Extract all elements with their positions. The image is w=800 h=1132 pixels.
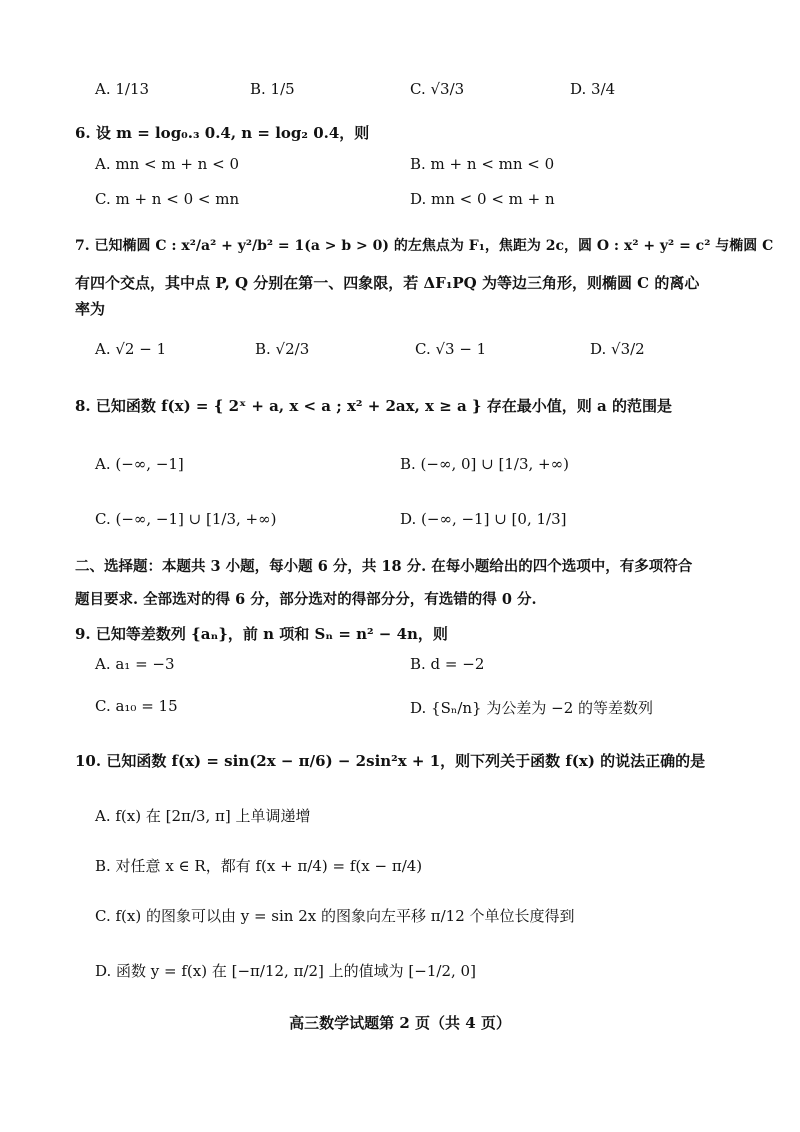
q8-option-b: B. (−∞, 0] ∪ [1/3, +∞) (400, 455, 569, 473)
q6-option-c: C. m + n < 0 < mn (95, 190, 240, 208)
q9-option-b: B. d = −2 (410, 655, 485, 673)
q7-option-a: A. √2 − 1 (95, 340, 167, 358)
q5-option-a: A. 1/13 (95, 80, 150, 98)
q7-stem-line1: 7. 已知椭圆 C : x²/a² + y²/b² = 1(a > b > 0) 的左焦点为 F₁，焦距为 2c，圆 O : x² + y² = c² 与椭圆 C (75, 238, 774, 254)
q7-stem-line3: 率为 (75, 300, 106, 318)
q10-stem: 10. 已知函数 f(x) = sin(2x − π/6) − 2sin²x + 1，则下列关于函数 f(x) 的说法正确的是 (75, 752, 706, 770)
q10-option-b: B. 对任意 x ∈ R，都有 f(x + π/4) = f(x − π/4) (95, 857, 423, 875)
q10-option-a: A. f(x) 在 [2π/3, π] 上单调递增 (95, 807, 311, 825)
q7-option-b: B. √2/3 (255, 340, 310, 358)
q10-option-c: C. f(x) 的图象可以由 y = sin 2x 的图象向左平移 π/12 个单位长度得到 (95, 907, 575, 925)
q8-option-d: D. (−∞, −1] ∪ [0, 1/3] (400, 510, 567, 528)
q9-option-a: A. a₁ = −3 (95, 655, 175, 673)
q9-option-d: D. {Sₙ/n} 为公差为 −2 的等差数列 (410, 699, 654, 717)
q8-stem: 8. 已知函数 f(x) = { 2ˣ + a, x < a ; x² + 2ax, x ≥ a } 存在最小值，则 a 的范围是 (75, 397, 672, 415)
section2-line2: 题目要求. 全部选对的得 6 分，部分选对的得部分分，有选错的得 0 分. (75, 591, 537, 608)
q5-option-c: C. √3/3 (410, 80, 465, 98)
q7-option-c: C. √3 − 1 (415, 340, 487, 358)
page-footer: 高三数学试题第 2 页（共 4 页） (289, 1014, 511, 1032)
q7-stem-line2: 有四个交点，其中点 P, Q 分别在第一、四象限，若 ΔF₁PQ 为等边三角形，则椭圆 C 的离心 (75, 274, 700, 292)
q6-stem: 6. 设 m = log₀.₃ 0.4, n = log₂ 0.4，则 (75, 124, 370, 142)
q8-option-c: C. (−∞, −1] ∪ [1/3, +∞) (95, 510, 277, 528)
q7-option-d: D. √3/2 (590, 340, 645, 358)
q6-option-a: A. mn < m + n < 0 (95, 155, 239, 173)
q8-option-a: A. (−∞, −1] (95, 455, 184, 473)
q6-option-b: B. m + n < mn < 0 (410, 155, 555, 173)
q5-option-d: D. 3/4 (570, 80, 616, 98)
q6-option-d: D. mn < 0 < m + n (410, 190, 555, 208)
q10-option-d: D. 函数 y = f(x) 在 [−π/12, π/2] 上的值域为 [−1/2, 0] (95, 962, 476, 980)
q5-option-b: B. 1/5 (250, 80, 295, 98)
q9-option-c: C. a₁₀ = 15 (95, 697, 178, 715)
section2-line1: 二、选择题：本题共 3 小题，每小题 6 分，共 18 分. 在每小题给出的四个选项中，有多项符合 (75, 558, 693, 575)
q9-stem: 9. 已知等差数列 {aₙ}，前 n 项和 Sₙ = n² − 4n，则 (75, 625, 448, 643)
